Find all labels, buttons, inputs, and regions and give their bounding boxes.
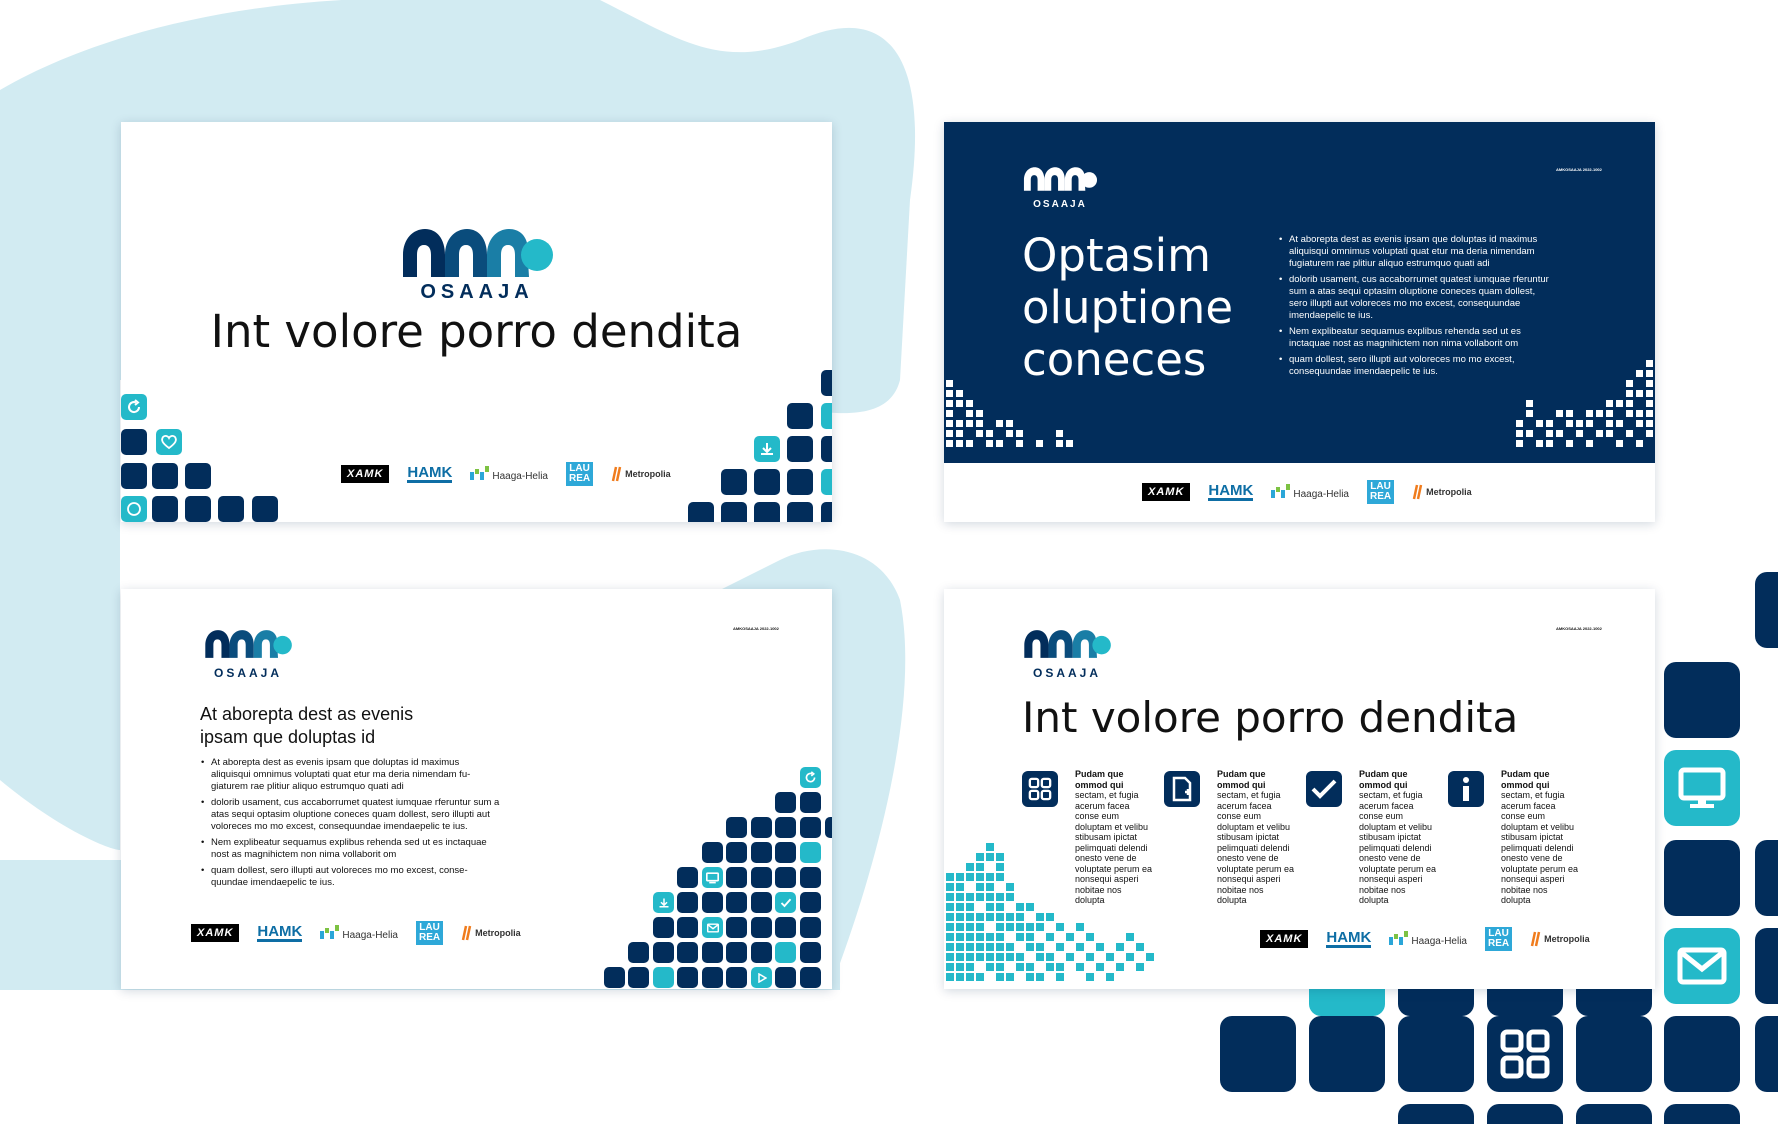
- cocktail-icon: [775, 942, 796, 963]
- slide-title: [121, 122, 832, 522]
- haaga-helia-logo: Haaga-Helia: [320, 925, 398, 941]
- partner-logos: [341, 462, 671, 486]
- document-plus-icon: [1164, 771, 1200, 807]
- play-icon: [751, 967, 772, 988]
- xamk-logo: XAMK: [1260, 930, 1308, 948]
- laurea-logo: LAU REA: [566, 462, 593, 486]
- monitor-icon: [1664, 750, 1740, 826]
- laurea-logo: LAU REA: [416, 921, 443, 945]
- haaga-helia-logo: Haaga-Helia: [1271, 484, 1349, 500]
- info-icon: [1448, 771, 1484, 807]
- hamk-logo: HAMK: [257, 922, 303, 940]
- download-icon: [653, 892, 674, 913]
- mail-icon: [702, 917, 723, 938]
- globe-icon: [800, 842, 821, 863]
- logo-text: OSAAJA: [1032, 666, 1101, 680]
- amk-osaaja-logo: [203, 627, 293, 680]
- download-icon: [754, 436, 780, 462]
- column-text: Pudam que ommod qui sectam, et fugia acerum facea conse eum doluptam et velibu stibusam ipictat pelimquati delendi onesto vene de voluptate perum ea nonsequi asperi nobitae nos dolupta: [1217, 769, 1295, 905]
- slide-heading: At aborepta dest as evenis ipsam que doluptas id: [200, 704, 414, 747]
- slide-columns: [944, 589, 1655, 989]
- laurea-logo: LAU REA: [1485, 927, 1512, 951]
- bullet-item: • quam dollest, sero illupti aut voloreces mo mo excest, consequundae imendaepelic te ius.: [1279, 354, 1554, 378]
- hamk-logo: HAMK: [1326, 928, 1372, 946]
- partner-logos: [1260, 927, 1590, 951]
- laurea-logo: LAU REA: [1367, 480, 1394, 504]
- heart-icon: [156, 429, 182, 455]
- doc-code: AMKOSAAJA 2022-1002: [1556, 167, 1602, 172]
- amk-osaaja-logo-white: [1022, 164, 1098, 210]
- pixel-pattern-left: [944, 378, 1084, 448]
- haaga-helia-logo: Haaga-Helia: [470, 466, 548, 482]
- hamk-logo: HAMK: [407, 463, 453, 481]
- mail-icon: [1664, 928, 1740, 1004]
- bullet-item: • Nem explibeatur sequamus explibus rehenda sed ut es inctaquae nost as magnihictem non nima vollaborit om: [1279, 326, 1554, 350]
- slide-title-text: Int volore porro dendita: [210, 305, 743, 358]
- pixel-pattern-teal: [944, 843, 1174, 989]
- monitor-icon: [702, 867, 723, 888]
- metropolia-logo: Metropolia: [461, 924, 521, 942]
- metropolia-logo: Metropolia: [1412, 483, 1472, 501]
- bullet-item: • At aborepta dest as evenis ipsam que doluptas id maximus aliquisqui omnimus voluptati quat etur ma deria nimendam fugiaturem rae plitiur aliquo estrumquo quati adi: [1279, 234, 1554, 270]
- tile-staircase: [597, 767, 832, 989]
- refresh-icon: [800, 767, 821, 788]
- slide-title-text: Int volore porro dendita: [1022, 693, 1519, 742]
- globe-icon: [121, 496, 147, 522]
- checkmark-icon: [775, 892, 796, 913]
- pixel-pattern-right: [1514, 358, 1655, 448]
- bullet-item: • quam dollest, sero illupti aut voloreces mo mo excest, consequundae imendaepelic te ius.: [201, 865, 501, 889]
- bullet-item: • dolorib usament, cus accaborrumet quatest iumquae rferuntur sum a atas sequi optasim oluptione coneces quam dollest, sero illupti aut voloreces mo mo excest, consequundae imendaepelic te ius.: [1279, 274, 1554, 322]
- logo-text: OSAAJA: [420, 281, 534, 303]
- slide-bullets-dark: [944, 122, 1655, 522]
- metropolia-logo: Metropolia: [611, 465, 671, 483]
- xamk-logo: XAMK: [1142, 483, 1190, 501]
- bullet-item: • Nem explibeatur sequamus explibus rehenda sed ut es inctaquae nost as magnihictem non nima vollaborit om: [201, 837, 501, 861]
- amk-osaaja-logo: [1022, 627, 1112, 680]
- amk-osaaja-logo: [399, 225, 555, 307]
- grid-icon: [1022, 771, 1058, 807]
- partner-logos: [1142, 480, 1472, 504]
- metropolia-logo: Metropolia: [1530, 930, 1590, 948]
- logo-text: OSAAJA: [1033, 199, 1087, 210]
- column-text: Pudam que ommod qui sectam, et fugia acerum facea conse eum doluptam et velibu stibusam ipictat pelimquati delendi onesto vene de voluptate perum ea nonsequi asperi nobitae nos dolupta: [1501, 769, 1579, 905]
- xamk-logo: XAMK: [341, 465, 389, 483]
- column-text: Pudam que ommod qui sectam, et fugia acerum facea conse eum doluptam et velibu stibusam ipictat pelimquati delendi onesto vene de voluptate perum ea nonsequi asperi nobitae nos dolupta: [1075, 769, 1153, 905]
- bullet-item: • dolorib usament, cus accaborrumet quatest iumquae rferuntur sum a atas sequi optasim oluptione coneces quam dollest, sero illupti aut voloreces mo mo excest, consequundae imendaepelic te ius.: [201, 797, 501, 833]
- grid-icon: [653, 967, 674, 988]
- bullet-list: [201, 757, 501, 893]
- doc-code: AMKOSAAJA 2022-1002: [1556, 626, 1602, 631]
- logo-text: OSAAJA: [213, 666, 282, 680]
- partner-logos: [191, 921, 521, 945]
- bullet-list: [1279, 234, 1554, 382]
- haaga-helia-logo: Haaga-Helia: [1389, 931, 1467, 947]
- refresh-icon: [121, 394, 147, 420]
- bullet-item: • At aborepta dest as evenis ipsam que doluptas id maximus aliquisqui omnimus voluptati quat etur ma deria nimendam fugiaturem rae plitiur aliquo estrumquo quati adi: [201, 757, 501, 793]
- xamk-logo: XAMK: [191, 924, 239, 942]
- grid-icon: [1487, 1016, 1563, 1092]
- doc-code: AMKOSAAJA 2022-1002: [733, 626, 779, 631]
- hamk-logo: HAMK: [1208, 481, 1254, 499]
- slide-bullets-light: [121, 589, 832, 989]
- slide-heading: Optasim oluptione coneces: [1022, 229, 1234, 386]
- checkmark-icon: [1306, 771, 1342, 807]
- column-text: Pudam que ommod qui sectam, et fugia acerum facea conse eum doluptam et velibu stibusam ipictat pelimquati delendi onesto vene de voluptate perum ea nonsequi asperi nobitae nos dolupta: [1359, 769, 1437, 905]
